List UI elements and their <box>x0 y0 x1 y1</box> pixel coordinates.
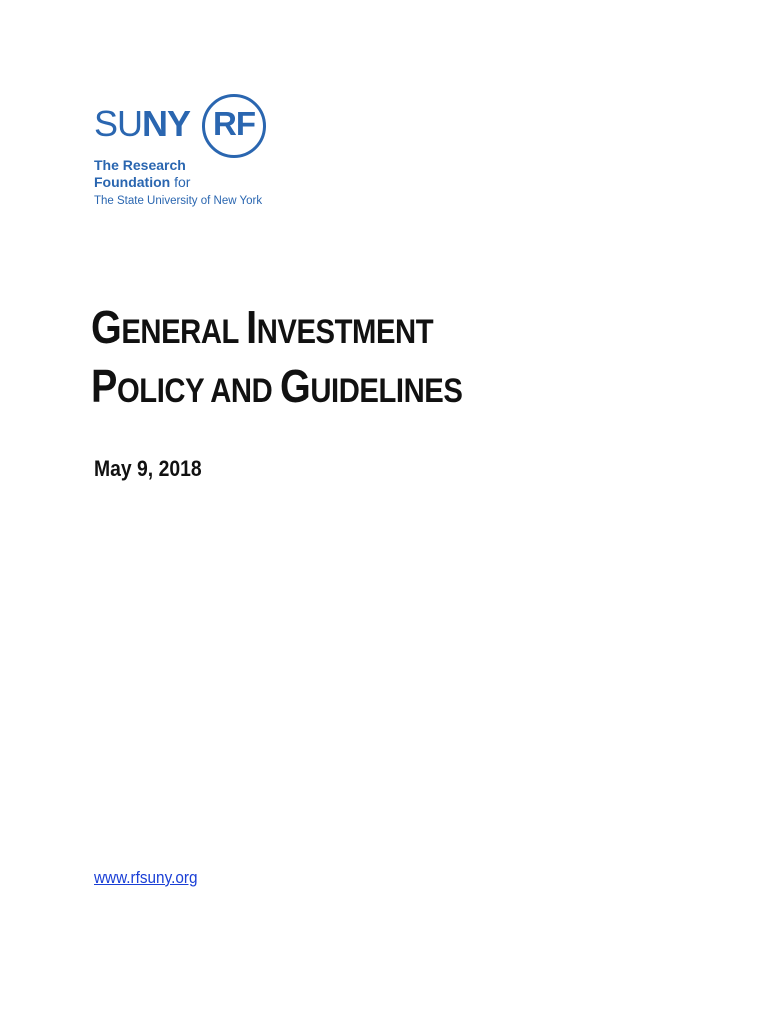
logo-mark <box>94 94 294 162</box>
logo-suny-bold: NY <box>142 103 191 144</box>
title-word-rest: UIDELINES <box>310 372 463 410</box>
title-word-cap: G <box>91 301 122 353</box>
logo-suny-wordmark <box>94 103 191 144</box>
website-link[interactable]: www.rfsuny.org <box>94 868 198 887</box>
logo-org-line-1: The Research <box>94 157 186 173</box>
title-word-cap: G <box>279 360 311 412</box>
document-date: May 9, 2018 <box>94 456 202 481</box>
logo-rf-letters: RF <box>213 105 255 142</box>
title-line-2 <box>91 359 624 418</box>
logo-org-line-2-rest: for <box>170 174 191 190</box>
logo-suny-light: SU <box>94 103 143 144</box>
logo-org-line-2-bold: Foundation <box>94 174 171 190</box>
suny-rf-logo <box>94 94 294 214</box>
title-word-cap: P <box>91 360 117 412</box>
logo-org-line-2 <box>94 174 190 190</box>
document-title <box>91 300 624 418</box>
title-word-rest: ENERAL <box>121 313 247 351</box>
title-word-rest: OLICY AND <box>116 372 280 410</box>
title-line-1 <box>91 300 624 359</box>
title-word-rest: NVESTMENT <box>256 313 434 351</box>
title-word-cap: I <box>246 301 257 353</box>
logo-org-line-3: The State University of New York <box>94 195 263 207</box>
